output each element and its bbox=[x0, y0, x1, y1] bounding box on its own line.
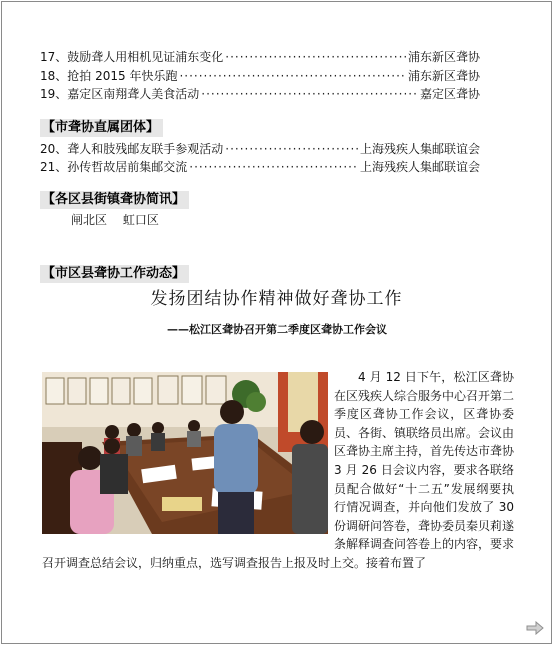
toc-leader bbox=[201, 86, 418, 102]
toc-org: 上海残疾人集邮联谊会 bbox=[359, 142, 480, 156]
document-page bbox=[1, 1, 552, 644]
section-heading: 【市区县聋协工作动态】 bbox=[40, 265, 189, 283]
toc-line bbox=[40, 159, 480, 175]
toc-leader bbox=[225, 141, 358, 157]
toc-item: 20、聋人和肢残邮友联手参观活动 bbox=[40, 142, 224, 156]
toc-line bbox=[40, 86, 480, 102]
district-item: 闸北区 bbox=[71, 213, 108, 227]
district-item: 虹口区 bbox=[122, 213, 159, 227]
toc-item: 19、嘉定区南翔聋人美食活动 bbox=[40, 87, 200, 101]
toc-item: 17、鼓励聋人用相机见证浦东变化 bbox=[40, 50, 224, 64]
toc-org: 浦东新区聋协 bbox=[407, 50, 480, 64]
toc-item: 18、抢拍 2015 年快乐跑 bbox=[40, 69, 178, 83]
section-heading: 【各区县街镇聋协简讯】 bbox=[40, 191, 189, 209]
article-paragraph: 4 月 12 日下午，松江区聋协在区残疾人综合服务中心召开第二季度区聋协工作会议，区聋协委员、各街、镇联络员出席。会议由区聋协主席主持，首先传达市聋协 3 月 26 日会议内容，要求各联络员配合做好“十二五”发展纲要执行情况调查，并向他们发放了 30 份调研问答卷，聋协委员秦贝莉遂条解释调查问答卷上的内容，要求召开调查总结会议，归纳重点，选写调查报告上报及时上交。接着布置了 bbox=[42, 370, 515, 570]
toc-org: 浦东新区聋协 bbox=[407, 69, 480, 83]
section-heading: 【市聋协直属团体】 bbox=[40, 119, 163, 137]
toc-org: 上海残疾人集邮联谊会 bbox=[359, 160, 480, 174]
next-arrow-icon[interactable] bbox=[526, 620, 544, 634]
toc-leader bbox=[179, 68, 406, 84]
toc-line bbox=[40, 49, 480, 65]
district-list bbox=[71, 212, 171, 228]
article-body bbox=[42, 368, 514, 573]
article-subtitle: ——松江区聋协召开第二季度区聋协工作会议 bbox=[167, 323, 387, 336]
photo-space bbox=[42, 368, 334, 550]
toc-org: 嘉定区聋协 bbox=[419, 87, 480, 101]
toc-item: 21、孙传哲故居前集邮交流 bbox=[40, 160, 188, 174]
toc-line bbox=[40, 141, 480, 157]
article-title: 发扬团结协作精神做好聋协工作 bbox=[150, 289, 403, 309]
toc-leader bbox=[225, 49, 406, 65]
toc-leader bbox=[189, 159, 358, 175]
toc-line bbox=[40, 68, 480, 84]
